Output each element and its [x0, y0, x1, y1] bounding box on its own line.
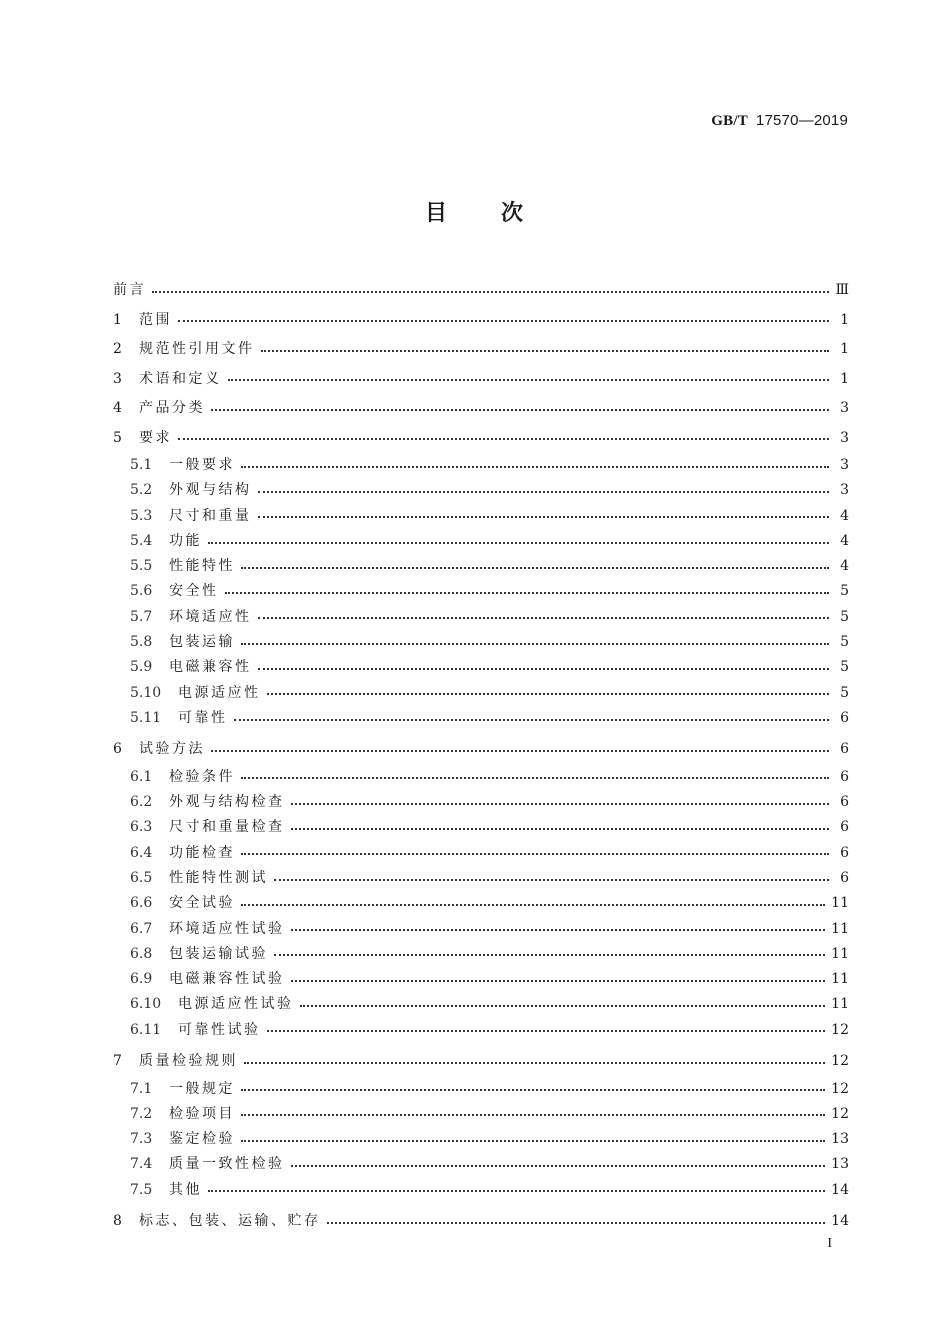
toc-entry-label: 电源适应性 — [178, 684, 261, 701]
toc-entry-label: 性能特性 — [169, 558, 235, 575]
footer-page-number: I — [827, 1236, 832, 1251]
toc-entry-label: 安全试验 — [169, 895, 235, 912]
dot-leader — [211, 409, 829, 411]
dot-leader — [241, 853, 829, 855]
toc-entry-label: 产品分类 — [139, 400, 205, 416]
toc-entry[interactable] — [113, 815, 849, 840]
toc-entry-page: 4 — [840, 532, 849, 549]
dot-leader — [267, 1030, 826, 1032]
toc-entry-label: 功能 — [169, 532, 202, 549]
toc-entry-number: 5.6 — [130, 583, 153, 600]
dot-leader — [291, 828, 830, 830]
toc-entry-page: 5 — [840, 583, 849, 600]
toc-entry[interactable] — [113, 1018, 849, 1043]
toc-entry-number: 6.7 — [130, 920, 153, 937]
toc-entry-page: 14 — [831, 1213, 849, 1230]
toc-entry-label: 质量检验规则 — [139, 1053, 238, 1070]
toc-entry-number: 5.3 — [130, 507, 153, 524]
dot-leader — [234, 719, 830, 721]
toc-entry-number: 7.2 — [130, 1105, 153, 1122]
toc-entry-number: 5.1 — [130, 457, 153, 473]
dot-leader — [291, 929, 826, 931]
toc-entry-page: 11 — [831, 971, 849, 988]
toc-entry[interactable] — [113, 453, 849, 478]
dot-leader — [241, 567, 829, 569]
toc-entry[interactable] — [113, 1047, 849, 1077]
toc-entry-label: 标志、包装、运输、贮存 — [139, 1213, 321, 1230]
toc-entry-page: 3 — [840, 400, 849, 416]
toc-entry-number: 5.9 — [130, 659, 153, 676]
toc-entry-label: 可靠性 — [178, 709, 228, 726]
dot-leader — [258, 491, 830, 493]
toc-entry-number: 7.1 — [130, 1080, 153, 1097]
toc-entry[interactable] — [113, 967, 849, 992]
dot-leader — [267, 693, 830, 695]
toc-entry[interactable] — [113, 478, 849, 503]
dot-leader — [244, 1062, 825, 1064]
toc-entry-number: 5.7 — [130, 608, 153, 625]
toc-entry[interactable] — [113, 841, 849, 866]
toc-entry-page: 6 — [840, 869, 849, 886]
toc-entry[interactable] — [113, 891, 849, 916]
dot-leader — [225, 592, 830, 594]
toc-entry[interactable] — [113, 276, 849, 306]
toc-entry[interactable] — [113, 365, 849, 395]
dot-leader — [274, 954, 825, 956]
toc-entry[interactable] — [113, 1178, 849, 1203]
toc-entry-label: 其他 — [169, 1181, 202, 1198]
toc-entry-number: 2 — [113, 341, 122, 357]
dot-leader — [241, 777, 829, 779]
toc-entry-number: 7.4 — [130, 1156, 153, 1173]
toc-entry-number: 6.8 — [130, 945, 153, 962]
toc-entry-number: 7.3 — [130, 1131, 153, 1148]
toc-entry-number: 6.3 — [130, 819, 153, 836]
toc-entry-label: 电磁兼容性 — [169, 659, 252, 676]
toc-entry-label: 包装运输试验 — [169, 945, 268, 962]
toc-entry-page: 11 — [831, 895, 849, 912]
toc-entry[interactable] — [113, 1152, 849, 1177]
toc-entry-page: 6 — [840, 819, 849, 836]
dot-leader — [300, 1005, 826, 1007]
dot-leader — [327, 1222, 826, 1224]
toc-entry[interactable] — [113, 655, 849, 680]
toc-entry-page: 11 — [831, 945, 849, 962]
dot-leader — [241, 466, 829, 468]
dot-leader — [178, 320, 829, 322]
toc-entry-page: 5 — [840, 684, 849, 701]
toc-entry-number: 7 — [113, 1053, 122, 1070]
toc-entry-page: 6 — [840, 709, 849, 726]
dot-leader — [241, 1140, 825, 1142]
dot-leader — [208, 1190, 825, 1192]
toc-entry[interactable] — [113, 306, 849, 336]
toc-entry-label: 规范性引用文件 — [139, 341, 255, 357]
toc-entry-label: 尺寸和重量 — [169, 507, 252, 524]
toc-entry[interactable] — [113, 529, 849, 554]
toc-entry-label: 电源适应性试验 — [178, 996, 294, 1013]
title-char-2: 次 — [501, 201, 526, 226]
toc-entry-label: 试验方法 — [139, 741, 205, 758]
dot-leader — [211, 750, 829, 752]
toc-entry-page: 3 — [840, 429, 849, 446]
dot-leader — [241, 1089, 825, 1091]
toc-entry-number: 5 — [113, 429, 122, 446]
dot-leader — [152, 291, 829, 293]
toc-entry-label: 检验条件 — [169, 768, 235, 785]
toc-entry[interactable] — [113, 866, 849, 891]
standard-prefix: GB/T — [711, 113, 748, 129]
toc-entry-label: 环境适应性 — [169, 608, 252, 625]
toc-entry-label: 术语和定义 — [139, 370, 222, 387]
toc-entry-page: 5 — [840, 634, 849, 651]
toc-entry[interactable] — [113, 681, 849, 706]
dot-leader — [241, 1114, 825, 1116]
toc-entry-number: 6.10 — [130, 996, 162, 1013]
toc-entry-label: 功能检查 — [169, 844, 235, 861]
toc-entry-number: 1 — [113, 311, 122, 328]
toc-entry-page: 6 — [840, 844, 849, 861]
dot-leader — [291, 980, 826, 982]
toc-entry-page: 11 — [831, 920, 849, 937]
toc-entry-page: 3 — [840, 457, 849, 473]
toc-entry[interactable] — [113, 790, 849, 815]
toc-entry-page: 12 — [831, 1105, 849, 1122]
toc-entry-number: 6.5 — [130, 869, 153, 886]
dot-leader — [208, 542, 829, 544]
dot-leader — [261, 350, 830, 352]
toc-entry-label: 电磁兼容性试验 — [169, 971, 285, 988]
toc-entry[interactable] — [113, 1207, 849, 1237]
toc-entry-number: 8 — [113, 1213, 122, 1230]
toc-entry[interactable] — [113, 1077, 849, 1102]
dot-leader — [274, 879, 829, 881]
toc-entry-number: 6.6 — [130, 895, 153, 912]
toc-entry-page: 14 — [831, 1181, 849, 1198]
toc-entry-number: 4 — [113, 400, 122, 416]
toc-entry-number: 5.5 — [130, 558, 153, 575]
standard-code — [711, 112, 848, 130]
dot-leader — [258, 516, 830, 518]
toc-entry-page: 1 — [840, 370, 849, 387]
toc-entry-label: 外观与结构 — [169, 482, 252, 499]
toc-entry-number: 6.11 — [130, 1021, 162, 1038]
toc-entry-label: 一般规定 — [169, 1080, 235, 1097]
toc-entry[interactable] — [113, 1102, 849, 1127]
toc-entry-label: 范围 — [139, 311, 172, 328]
toc-entry-page: 13 — [831, 1131, 849, 1148]
standard-number: 17570—2019 — [755, 112, 848, 129]
toc-entry-number: 6.9 — [130, 971, 153, 988]
toc-entry-label: 检验项目 — [169, 1105, 235, 1122]
toc-entry[interactable] — [113, 630, 849, 655]
toc-entry-label: 鉴定检验 — [169, 1131, 235, 1148]
toc-entry-label: 包装运输 — [169, 634, 235, 651]
toc-entry[interactable] — [113, 992, 849, 1017]
toc-entry-page: 5 — [840, 659, 849, 676]
dot-leader — [228, 379, 830, 381]
toc-entry-page: Ⅲ — [835, 282, 849, 298]
toc-entry-label: 尺寸和重量检查 — [169, 819, 285, 836]
toc-entry-number: 6.2 — [130, 794, 153, 811]
toc-entry-label: 环境适应性试验 — [169, 920, 285, 937]
dot-leader — [258, 668, 830, 670]
toc-entry-number: 6.1 — [130, 768, 153, 785]
toc-entry-page: 13 — [831, 1156, 849, 1173]
toc-entry[interactable] — [113, 554, 849, 579]
toc-entry-page: 12 — [831, 1053, 849, 1070]
toc-entry-label: 一般要求 — [169, 457, 235, 473]
toc-entry-label: 可靠性试验 — [178, 1021, 261, 1038]
toc-entry-page: 6 — [840, 768, 849, 785]
table-of-contents — [113, 276, 849, 1237]
toc-entry-number: 6.4 — [130, 844, 153, 861]
toc-entry[interactable] — [113, 917, 849, 942]
toc-entry-number: 5.11 — [130, 709, 162, 726]
dot-leader — [178, 438, 829, 440]
dot-leader — [241, 643, 829, 645]
toc-entry[interactable] — [113, 579, 849, 604]
toc-entry-page: 1 — [840, 341, 849, 357]
toc-entry[interactable] — [113, 424, 849, 454]
toc-entry[interactable] — [113, 765, 849, 790]
toc-entry[interactable] — [113, 735, 849, 765]
toc-entry-label: 质量一致性检验 — [169, 1156, 285, 1173]
toc-entry-label: 外观与结构检查 — [169, 794, 285, 811]
toc-entry-page: 3 — [840, 482, 849, 499]
toc-entry-label: 前言 — [113, 282, 146, 298]
toc-entry-page: 12 — [831, 1080, 849, 1097]
toc-entry-page: 4 — [840, 558, 849, 575]
dot-leader — [241, 904, 825, 906]
dot-leader — [291, 803, 830, 805]
toc-entry-number: 5.2 — [130, 482, 153, 499]
toc-entry-page: 11 — [831, 996, 849, 1013]
dot-leader — [258, 617, 830, 619]
page-title — [0, 196, 950, 227]
dot-leader — [291, 1165, 826, 1167]
toc-entry[interactable] — [113, 394, 849, 424]
toc-entry[interactable] — [113, 1127, 849, 1152]
toc-entry-page: 5 — [840, 608, 849, 625]
toc-entry-number: 5.10 — [130, 684, 162, 701]
toc-entry-page: 12 — [831, 1021, 849, 1038]
toc-entry[interactable] — [113, 706, 849, 731]
toc-entry-number: 5.4 — [130, 532, 153, 549]
toc-entry-page: 6 — [840, 741, 849, 758]
toc-entry[interactable] — [113, 942, 849, 967]
toc-entry[interactable] — [113, 605, 849, 630]
toc-entry-page: 1 — [840, 311, 849, 328]
toc-entry[interactable] — [113, 335, 849, 365]
toc-entry-number: 5.8 — [130, 634, 153, 651]
title-char-1: 目 — [424, 201, 449, 226]
toc-entry[interactable] — [113, 504, 849, 529]
toc-entry-number: 6 — [113, 741, 122, 758]
toc-entry-number: 7.5 — [130, 1181, 153, 1198]
toc-entry-page: 4 — [840, 507, 849, 524]
toc-entry-page: 6 — [840, 794, 849, 811]
toc-entry-label: 安全性 — [169, 583, 219, 600]
toc-entry-label: 要求 — [139, 429, 172, 446]
toc-entry-number: 3 — [113, 370, 122, 387]
toc-entry-label: 性能特性测试 — [169, 869, 268, 886]
